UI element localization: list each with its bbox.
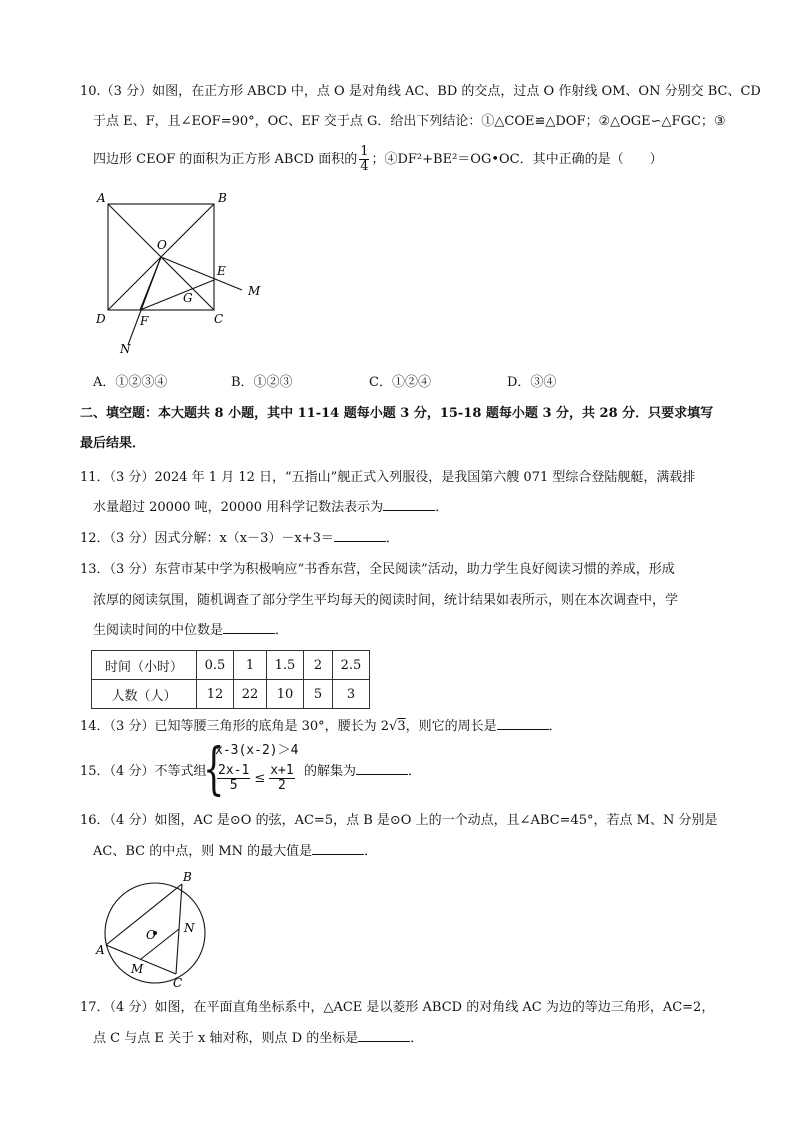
label-o: O	[146, 928, 156, 942]
q16-line1: 16．（4 分）如图，AC 是⊙O 的弦，AC=5，点 B 是⊙O 上的一个动点，且∠ABC=45°，若点 M、N 分别是	[80, 813, 718, 828]
q16-line2-text: AC、BC 的中点，则 MN 的最大值是	[93, 844, 313, 859]
label-n: N	[120, 342, 131, 356]
label-m: M	[248, 284, 261, 298]
label-f: F	[140, 314, 149, 328]
fraction-numerator: x+1	[270, 763, 294, 778]
fraction-denominator: 2	[278, 778, 286, 793]
q16-end: ．	[364, 844, 378, 859]
q11-end: ．	[435, 500, 449, 515]
label-a: A	[96, 943, 105, 957]
option-b: B．①②③	[231, 375, 293, 390]
fraction-one-quarter	[359, 145, 369, 174]
label-a: A	[97, 191, 106, 205]
inequality-2	[215, 764, 297, 793]
table-row	[92, 651, 370, 680]
table-cell: 10	[267, 680, 304, 709]
table-cell: 3	[333, 680, 370, 709]
left-brace: {	[203, 737, 225, 802]
circle-figure	[92, 866, 222, 990]
q11-line1: 11．（3 分）2024 年 1 月 12 日，“五指山”舰正式入列服役，是我国第六艘 071 型综合登陆舰艇，满载排	[80, 470, 696, 485]
section-heading-line2: 最后结果．	[80, 436, 146, 451]
q10-line3-pre: 四边形 CEOF 的面积为正方形 ABCD 面积的	[93, 152, 358, 167]
table-cell: 0.5	[197, 651, 234, 680]
answer-blank	[358, 1029, 410, 1042]
table-cell: 5	[304, 680, 333, 709]
q15-post	[304, 762, 421, 782]
q11-line2-text: 水量超过 20000 吨，20000 用科学记数法表示为	[93, 500, 384, 515]
q10-line3-post: ；④DF²+BE²＝OG•OC．其中正确的是（ ）	[371, 152, 663, 167]
label-g: G	[183, 291, 193, 305]
square-figure	[90, 185, 280, 360]
table-cell: 22	[234, 680, 267, 709]
q16-line2	[93, 842, 377, 862]
answer-blank	[312, 842, 364, 855]
answer-blank	[497, 717, 549, 730]
q12-line	[80, 529, 399, 549]
table-cell: 时间（小时）	[92, 651, 197, 680]
reading-time-table	[91, 650, 370, 709]
label-c: C	[214, 312, 224, 326]
q13-line3	[93, 621, 288, 641]
q17-line1: 17．（4 分）如图，在平面直角坐标系中，△ACE 是以菱形 ABCD 的对角线 AC 为边的等边三角形，AC=2，	[80, 1000, 715, 1015]
q17-line2-text: 点 C 与点 E 关于 x 轴对称，则点 D 的坐标是	[93, 1031, 359, 1046]
q17-end: ．	[410, 1031, 424, 1046]
table-cell: 1	[234, 651, 267, 680]
answer-blank	[356, 762, 408, 775]
q10-line3	[93, 145, 663, 174]
fraction-right	[269, 764, 294, 793]
label-d: D	[96, 312, 106, 326]
sqrt-symbol: √	[389, 719, 398, 734]
label-b: B	[183, 870, 192, 884]
option-d: D．③④	[507, 375, 557, 390]
answer-blank	[334, 529, 386, 542]
segment-of	[140, 257, 161, 310]
answer-blank	[223, 621, 275, 634]
label-m: M	[131, 962, 144, 976]
answer-blank	[383, 498, 435, 511]
fraction-numerator: 1	[360, 144, 369, 159]
table-cell: 2	[304, 651, 333, 680]
q10-line1: 10.（3 分）如图，在正方形 ABCD 中，点 O 是对角线 AC、BD 的交点，过点 O 作射线 OM、ON 分别交 BC、CD	[80, 84, 761, 99]
inequality-1: x-3(x-2)＞4	[215, 743, 299, 758]
q11-line2	[93, 498, 448, 518]
q12-text: 12．（3 分）因式分解：x（x－3）－x+3＝	[80, 531, 334, 546]
q14-line	[80, 717, 562, 737]
label-n: N	[184, 921, 195, 935]
table-cell: 12	[197, 680, 234, 709]
label-c: C	[173, 976, 183, 990]
option-a: A．①②③④	[93, 375, 168, 390]
table-cell: 2.5	[333, 651, 370, 680]
table-cell: 人数（人）	[92, 680, 197, 709]
fraction-denominator: 5	[229, 778, 238, 793]
less-equal-sign: ≤	[254, 771, 266, 786]
q15-post-text: 的解集为	[304, 764, 357, 779]
q12-end: ．	[385, 531, 399, 546]
fraction-left	[217, 764, 250, 793]
label-o: O	[157, 238, 167, 252]
label-b: B	[218, 191, 227, 205]
q13-line3-text: 生阅读时间的中位数是	[93, 623, 224, 638]
option-c: C．①②④	[369, 375, 431, 390]
fraction-denominator: 4	[360, 159, 369, 174]
q14-post: ，则它的周长是	[405, 719, 497, 734]
section-heading-line1: 二、填空题：本大题共 8 小题，其中 11-14 题每小题 3 分，15-18 题每小题 3 分，共 28 分．只要求填写	[80, 406, 714, 421]
q14-pre: 14．（3 分）已知等腰三角形的底角是 30°，腰长为 2	[80, 719, 390, 734]
sqrt-radicand: 3	[397, 719, 406, 734]
fraction-numerator: 2x-1	[218, 763, 250, 778]
q13-end: ．	[275, 623, 289, 638]
q10-line2: 于点 E、F，且∠EOF=90°，OC、EF 交于点 G．给出下列结论：①△COE≌△DOF；②△OGE∽△FGC；③	[93, 114, 726, 129]
label-e: E	[217, 264, 226, 278]
q15-pre: 15．（4 分）不等式组	[80, 764, 207, 779]
q13-line1: 13．（3 分）东营市某中学为积极响应“书香东营，全民阅读”活动，助力学生良好阅读习惯的养成，形成	[80, 562, 675, 577]
q15-end: ．	[408, 764, 422, 779]
q14-end: ．	[548, 719, 562, 734]
q17-line2	[93, 1029, 423, 1049]
table-row	[92, 680, 370, 709]
table-cell: 1.5	[267, 651, 304, 680]
q13-line2: 浓厚的阅读氛围，随机调查了部分学生平均每天的阅读时间，统计结果如表所示，则在本次调查中，学	[93, 593, 679, 608]
